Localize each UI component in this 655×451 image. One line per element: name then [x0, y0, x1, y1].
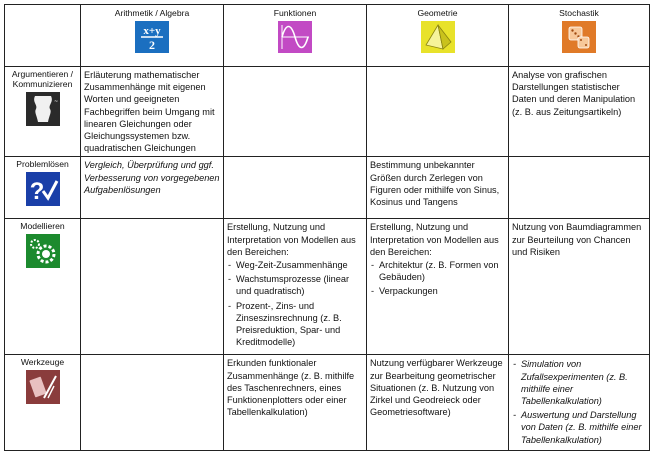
cell-werk-algebra: [81, 355, 224, 450]
row-title: Modellieren: [20, 221, 65, 232]
list: [512, 358, 646, 445]
pyramid-icon: [421, 21, 455, 53]
row-werkzeuge: [5, 355, 650, 450]
row-argumentieren: [5, 67, 650, 157]
row-title: Argumentieren / Kommunizieren: [11, 69, 74, 89]
row-title: Problemlösen: [16, 159, 69, 170]
row-problemloesen: [5, 157, 650, 219]
row-header-werkzeuge: [5, 355, 81, 450]
cell-prob-algebra: Vergleich, Überprüfung und ggf. Verbesserung von vorgegebenen Aufgabenlösungen: [81, 157, 224, 219]
gears-icon: [26, 234, 60, 268]
row-header-modellieren: [5, 219, 81, 355]
list: [370, 259, 505, 298]
col-title: Geometrie: [417, 8, 458, 18]
dice-icon: [562, 21, 596, 53]
cell-prob-funktionen: [224, 157, 367, 219]
question-check-icon: [26, 172, 60, 206]
svg-text:~: ~: [53, 99, 58, 105]
col-header-stochastik: [509, 5, 650, 67]
row-header-problemloesen: [5, 157, 81, 219]
cell-arg-funktionen: [224, 67, 367, 157]
cell-arg-geometrie: [367, 67, 509, 157]
svg-text:?: ?: [29, 178, 44, 206]
cell-arg-stochastik: Analyse von grafischen Darstellungen statistischer Daten und deren Manipulation (z. B. aus Zeitungsartikeln): [509, 67, 650, 157]
list-item: - Simulation von Zufallsexperimenten (z. B. mithilfe einer Tabellenkalkulation): [521, 358, 646, 407]
cell-prob-stochastik: [509, 157, 650, 219]
col-header-geometrie: [367, 5, 509, 67]
list-item: - Wachstumsprozesse (linear und quadratisch): [236, 273, 363, 297]
cell-prob-geometrie: Bestimmung unbekannter Größen durch Zerlegen von Figuren oder mithilfe von Sinus, Kosinus und Tangens: [367, 157, 509, 219]
corner-cell: [5, 5, 81, 67]
col-header-algebra: [81, 5, 224, 67]
row-header-argumentieren: [5, 67, 81, 157]
col-title: Arithmetik / Algebra: [114, 8, 190, 18]
col-title: Funktionen: [273, 8, 317, 18]
cell-intro: Erstellung, Nutzung und Interpretation von Modellen aus den Bereichen:: [370, 222, 499, 257]
list-item: - Auswertung und Darstellung von Daten (z. B. mithilfe einer Tabellenkalkulation): [521, 409, 646, 446]
col-header-funktionen: [224, 5, 367, 67]
cell-intro: Erstellung, Nutzung und Interpretation von Modellen aus den Bereichen:: [227, 222, 356, 257]
cell-mod-geometrie: [367, 219, 509, 355]
cell-arg-algebra: Erläuterung mathematischer Zusammenhänge mit eigenen Worten und geeigneten Fachbegriffen beim Umgang mit linearen Gleichungen oder Gleichungssystemen bzw. quadratischen Gleichungen: [81, 67, 224, 157]
cell-mod-algebra: [81, 219, 224, 355]
cell-werk-stochastik: [509, 355, 650, 450]
list-item: - Prozent-, Zins- und Zinseszinsrechnung (z. B. Preisreduktion, Spar- und Kreditmodelle): [236, 300, 363, 349]
header-row: [5, 5, 650, 67]
list-item: - Architektur (z. B. Formen von Gebäuden): [379, 259, 505, 283]
list-item: - Weg-Zeit-Zusammenhänge: [236, 259, 363, 271]
list-item: - Verpackungen: [379, 285, 505, 297]
formula-icon: [135, 21, 169, 53]
face-vase-icon: [26, 92, 60, 126]
cell-mod-funktionen: [224, 219, 367, 355]
cell-werk-funktionen: Erkunden funktionaler Zusammenhänge (z. B. mithilfe des Taschenrechners, eines Funktionenplotters oder einer Tabellenkalkulation): [224, 355, 367, 450]
sine-wave-icon: [278, 21, 312, 53]
col-title: Stochastik: [559, 8, 599, 18]
svg-text:2: 2: [149, 38, 155, 52]
tools-icon: [26, 370, 60, 404]
row-title: Werkzeuge: [20, 357, 65, 368]
competency-table: [4, 4, 650, 451]
cell-mod-stochastik: Nutzung von Baumdiagrammen zur Beurteilung von Chancen und Risiken: [509, 219, 650, 355]
cell-werk-geometrie: Nutzung verfügbarer Werkzeuge zur Bearbeitung geometrischer Situationen (z. B. Nutzung von Zirkel und Geodreieck oder Geometriesoftware): [367, 355, 509, 450]
svg-text:x+y: x+y: [143, 25, 161, 37]
row-modellieren: [5, 219, 650, 355]
list: [227, 259, 363, 348]
